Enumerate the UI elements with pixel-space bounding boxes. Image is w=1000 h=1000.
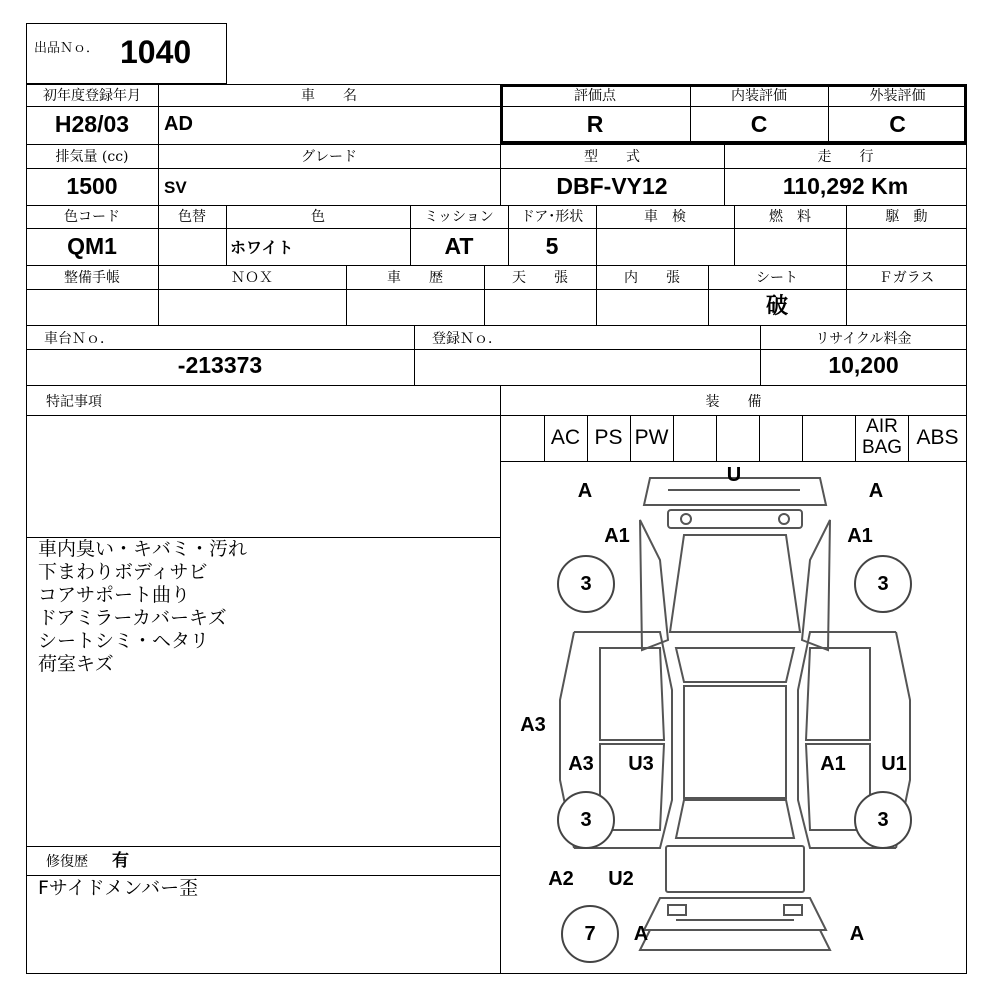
- chassis-value: -213373: [177, 352, 263, 378]
- chassis-label: 車台Ｎｏ．: [44, 331, 114, 347]
- first-reg-label: 初年度登録年月: [43, 88, 141, 104]
- mark-side-right-a: A1: [820, 753, 846, 775]
- glass-label: Ｆガラス: [878, 270, 935, 286]
- manual-label: 整備手帳: [64, 270, 120, 286]
- note-line: 下まわりボディサビ: [38, 561, 208, 583]
- first-reg-value: H28/03: [54, 111, 130, 137]
- eq-divider: [673, 415, 674, 461]
- fuel-label: 燃 料: [769, 209, 811, 225]
- equip-ps: PS: [594, 426, 623, 449]
- drive-label: 駆 動: [885, 209, 928, 225]
- row-divider: [26, 228, 967, 229]
- note-line: シートシミ・ヘタリ: [38, 630, 210, 652]
- door-value: 5: [545, 233, 559, 259]
- color-label: 色: [311, 209, 325, 225]
- displacement-value: 1500: [66, 173, 118, 199]
- door-label: ドア･形状: [520, 209, 584, 225]
- notes-label: 特記事項: [46, 394, 102, 410]
- wheel-rear-left-value: 3: [580, 809, 592, 831]
- wheel-front-left-value: 3: [580, 573, 592, 595]
- repair-label: 修復歴: [46, 854, 88, 870]
- mark-bumper-right: A: [849, 923, 865, 945]
- mark-front-left: A: [577, 480, 593, 502]
- wheel-front-left: [557, 555, 615, 613]
- interior-trim-label: 内 張: [624, 270, 680, 286]
- color-code-label: 色コード: [64, 209, 120, 225]
- note-line: 荷室キズ: [38, 653, 114, 675]
- history-label: 車 歴: [387, 270, 443, 286]
- repair-divider: [26, 846, 500, 847]
- reg-no-label: 登録Ｎｏ．: [432, 331, 502, 347]
- grade-value: SV: [164, 178, 187, 197]
- displacement-label: 排気量 (cc): [55, 149, 129, 165]
- mission-value: AT: [444, 233, 474, 259]
- interior-label: 内装評価: [731, 88, 787, 104]
- roof-label: 天 張: [512, 270, 568, 286]
- grade-label: グレード: [301, 149, 357, 165]
- exterior-label: 外装評価: [869, 88, 926, 104]
- mileage-value: 110,292 Km: [782, 173, 909, 199]
- repair-divider: [26, 875, 500, 876]
- mark-rear-left-u: U2: [608, 868, 634, 890]
- notes-list: [38, 538, 493, 676]
- seat-label: シート: [756, 270, 798, 286]
- color-code-value: QM1: [67, 233, 117, 259]
- mark-side-left-outer: A3: [520, 714, 546, 736]
- lot-number: 1040: [120, 34, 192, 70]
- nox-label: ＮＯＸ: [231, 270, 273, 286]
- equip-airbag: AIR BAG: [861, 416, 903, 458]
- wheel-rear-right: [854, 791, 912, 849]
- note-line: ドアミラーカバーキズ: [38, 607, 227, 629]
- mark-hood-left: A1: [604, 525, 630, 547]
- mark-hood-right: A1: [847, 525, 873, 547]
- color-value: ホワイト: [230, 238, 294, 257]
- interior-value: C: [750, 111, 768, 137]
- wheel-spare: [561, 905, 619, 963]
- score-value: R: [586, 111, 604, 137]
- equip-ac: AC: [550, 426, 581, 449]
- car-diagram: [501, 462, 966, 973]
- row-divider: [26, 289, 967, 290]
- mark-rear-left-a: A2: [548, 868, 574, 890]
- mark-side-right-u: U1: [881, 753, 907, 775]
- row-divider: [26, 265, 967, 266]
- recycle-label: リサイクル料金: [815, 331, 912, 347]
- wheel-front-right-value: 3: [877, 573, 889, 595]
- exterior-value: C: [889, 111, 906, 137]
- eq-divider: [759, 415, 760, 461]
- row-divider: [26, 325, 967, 326]
- eq-divider: [802, 415, 803, 461]
- wheel-front-right: [854, 555, 912, 613]
- inspection-label: 車 検: [644, 209, 686, 225]
- wheel-rear-left: [557, 791, 615, 849]
- repair-value: 有: [112, 851, 129, 871]
- repaint-label: 色替: [178, 209, 206, 225]
- row-divider: [26, 415, 967, 416]
- row-divider: [26, 168, 967, 169]
- car-name-label: 車 名: [301, 88, 357, 104]
- mission-label: ミッション: [424, 209, 494, 225]
- mileage-label: 走 行: [817, 149, 874, 165]
- equip-abs: ABS: [916, 426, 959, 449]
- wheel-rear-right-value: 3: [877, 809, 889, 831]
- mark-bumper-left: A: [633, 923, 649, 945]
- mark-side-left-a: A3: [568, 753, 594, 775]
- equipment-label: 装 備: [705, 394, 762, 410]
- row-divider: [26, 385, 967, 386]
- mark-side-left-u: U3: [628, 753, 654, 775]
- note-line: 車内臭い・キバミ・汚れ: [38, 538, 248, 560]
- row-divider: [26, 144, 967, 145]
- equip-pw: PW: [634, 426, 669, 449]
- mark-top: U: [726, 464, 742, 486]
- car-name-value: AD: [164, 113, 193, 135]
- col-divider: [414, 325, 415, 385]
- eq-divider: [716, 415, 717, 461]
- model-label: 型 式: [584, 149, 640, 165]
- wheel-spare-value: 7: [584, 923, 596, 945]
- repair-note: Fサイドメンバー歪: [38, 877, 199, 899]
- recycle-value: 10,200: [828, 352, 899, 378]
- note-line: コアサポート曲り: [38, 584, 191, 606]
- lot-label: 出品Ｎｏ．: [34, 41, 100, 56]
- mark-front-right: A: [868, 480, 884, 502]
- seat-value: 破: [765, 294, 788, 319]
- model-value: DBF-VY12: [556, 173, 668, 199]
- score-label: 評価点: [574, 88, 616, 104]
